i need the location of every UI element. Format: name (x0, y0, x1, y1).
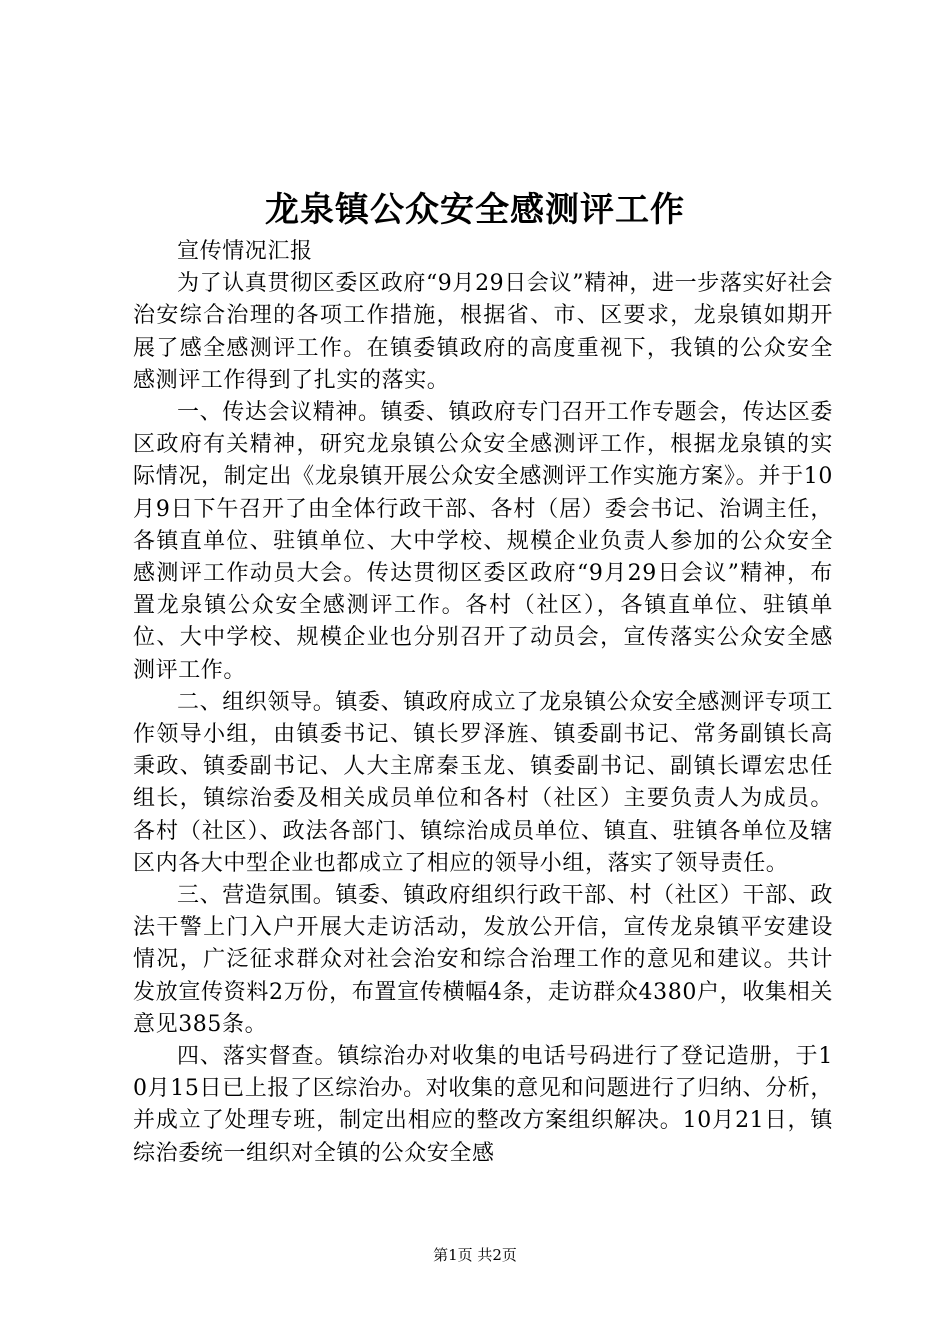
paragraph-section-3: 三、营造氛围。镇委、镇政府组织行政干部、村（社区）干部、政法干警上门入户开展大走访活动，发放公开信，宣传龙泉镇平安建设情况，广泛征求群众对社会治安和综合治理工作的意见和建议。共计发放宣传资料2万份，布置宣传横幅4条，走访群众4380户，收集相关意见385条。 (133, 883, 833, 1037)
document-body (133, 236, 833, 1170)
paragraph-subtitle: 宣传情况汇报 (177, 239, 313, 264)
paragraph-section-4: 四、落实督查。镇综治办对收集的电话号码进行了登记造册，于10月15日已上报了区综治办。对收集的意见和问题进行了归纳、分析，并成立了处理专班，制定出相应的整改方案组织解决。10月21日，镇综治委统一组织对全镇的公众安全感 (133, 1044, 833, 1166)
page-number-footer: 第1页 共2页 (433, 1246, 517, 1264)
document-title: 龙泉镇公众安全感测评工作 (265, 190, 685, 230)
paragraph-section-2: 二、组织领导。镇委、镇政府成立了龙泉镇公众安全感测评专项工作领导小组，由镇委书记、镇长罗泽旌、镇委副书记、常务副镇长高秉政、镇委副书记、人大主席秦玉龙、镇委副书记、副镇长谭宏忠任组长，镇综治委及相关成员单位和各村（社区）主要负责人为成员。各村（社区）、政法各部门、镇综治成员单位、镇直、驻镇各单位及辖区内各大中型企业也都成立了相应的领导小组，落实了领导责任。 (133, 689, 833, 876)
paragraph-section-1: 一、传达会议精神。镇委、镇政府专门召开工作专题会，传达区委区政府有关精神，研究龙泉镇公众安全感测评工作，根据龙泉镇的实际情况，制定出《龙泉镇开展公众安全感测评工作实施方案》。并于10月9日下午召开了由全体行政干部、各村（居）委会书记、治调主任，各镇直单位、驻镇单位、大中学校、规模企业负责人参加的公众安全感测评工作动员大会。传达贯彻区委区政府“9月29日会议”精神，布置龙泉镇公众安全感测评工作。各村（社区），各镇直单位、驻镇单位、大中学校、规模企业也分别召开了动员会，宣传落实公众安全感测评工作。 (133, 400, 833, 683)
paragraph-intro: 为了认真贯彻区委区政府“9月29日会议”精神，进一步落实好社会治安综合治理的各项工作措施，根据省、市、区要求，龙泉镇如期开展了感全感测评工作。在镇委镇政府的高度重视下，我镇的公众安全感测评工作得到了扎实的落实。 (133, 271, 833, 393)
